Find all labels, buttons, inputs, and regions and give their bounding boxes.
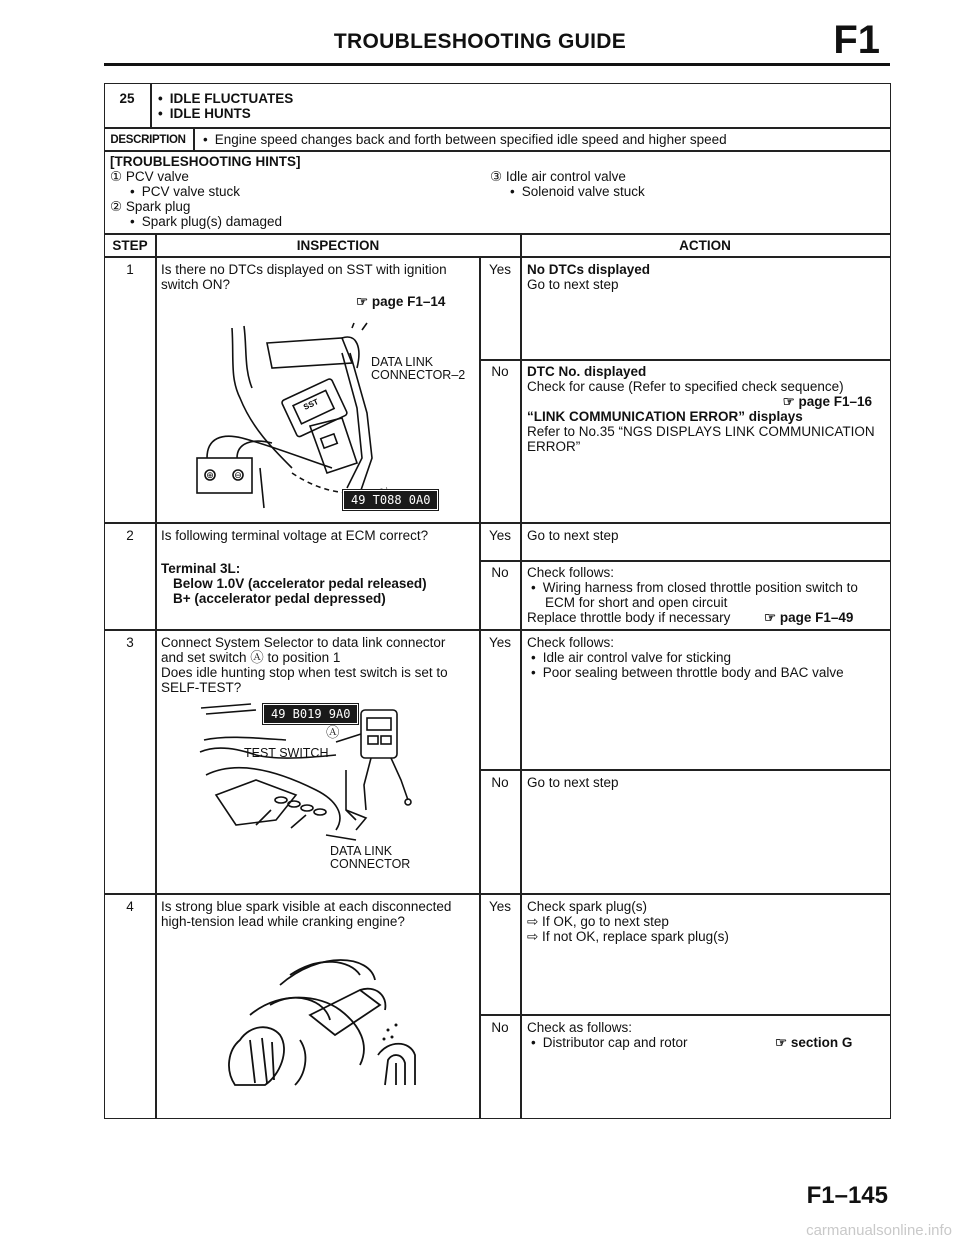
step-4-yes-action-3: ⇨ If not OK, replace spark plug(s) <box>527 929 729 944</box>
step-3-yes: Yes <box>488 635 512 650</box>
row-divider <box>105 127 890 129</box>
step-1-no-page-ref: ☞ page F1–16 <box>782 394 872 409</box>
step-4-no: No <box>491 1020 509 1035</box>
step-1-page-ref: ☞ page F1–14 <box>356 294 446 309</box>
column-inspection: INSPECTION <box>296 238 380 253</box>
step-1-yes-action-1: No DTCs displayed <box>527 262 651 277</box>
item-number: 25 <box>119 91 135 106</box>
step-2-no-action-4: Replace throttle body if necessary <box>527 610 731 625</box>
step-1-no-action-2: Check for cause (Refer to specified check sequence) <box>527 379 844 394</box>
step-2-no: No <box>491 565 509 580</box>
description-tag: DESCRIPTION <box>110 133 186 146</box>
row-divider <box>105 256 890 258</box>
hints-title: [TROUBLESHOOTING HINTS] <box>110 154 301 169</box>
step-3-question-line3: Does idle hunting stop when test switch is set to <box>161 665 448 680</box>
step-1-no-action-5: Refer to No.35 “NGS DISPLAYS LINK COMMUNICATION <box>527 424 875 439</box>
item-divider <box>150 84 152 128</box>
svg-text:⊖: ⊖ <box>234 470 242 480</box>
step-4-number: 4 <box>126 899 134 914</box>
step-2-no-action-2: • Wiring harness from closed throttle position switch to <box>531 580 858 595</box>
step-2-no-action-3: ECM for short and open circuit <box>545 595 728 610</box>
step-3-yes-action-2: • Idle air control valve for sticking <box>531 650 731 665</box>
step-3-question-line4: SELF-TEST? <box>161 680 242 695</box>
hint-3-title: ③ Idle air control valve <box>490 169 626 184</box>
header-rule <box>104 63 890 66</box>
step-1-no: No <box>491 364 509 379</box>
answer-divider <box>480 769 890 771</box>
step-2-no-page-ref: ☞ page F1–49 <box>764 610 854 625</box>
step-3-yes-action-1: Check follows: <box>527 635 615 650</box>
page-title: TROUBLESHOOTING GUIDE <box>333 30 627 53</box>
step-4-no-action-1: Check as follows: <box>527 1020 633 1035</box>
step-2-number: 2 <box>126 528 134 543</box>
step-3-label-a: Ⓐ <box>326 725 340 740</box>
hint-2-item: • Spark plug(s) damaged <box>130 214 282 229</box>
step-3-part-number: 49 B019 9A0 <box>263 704 358 724</box>
step-3-number: 3 <box>126 635 134 650</box>
step-2-question: Is following terminal voltage at ECM correct? <box>161 528 429 543</box>
step-3-label-dl-1: DATA LINK <box>330 844 393 858</box>
sst-connection-illustration <box>192 318 462 518</box>
step-2-yes: Yes <box>488 528 512 543</box>
column-divider-yesno <box>479 257 481 1118</box>
answer-divider <box>480 560 890 562</box>
answer-divider <box>480 1014 890 1016</box>
row-divider <box>105 893 890 895</box>
step-3-question-line2: and set switch Ⓐ to position 1 <box>161 650 341 665</box>
svg-text:⊕: ⊕ <box>206 470 214 480</box>
column-action: ACTION <box>679 238 731 253</box>
step-3-no-action: Go to next step <box>527 775 619 790</box>
step-4-no-section-ref: ☞ section G <box>775 1035 853 1050</box>
spark-test-illustration <box>210 945 440 1095</box>
step-4-yes-action-1: Check spark plug(s) <box>527 899 648 914</box>
step-2-yes-action: Go to next step <box>527 528 619 543</box>
step-1-no-action-1: DTC No. displayed <box>527 364 647 379</box>
watermark: carmanualsonline.info <box>806 1222 952 1239</box>
hint-3-item: • Solenoid valve stuck <box>510 184 645 199</box>
step-3-yes-action-3: • Poor sealing between throttle body and BAC valve <box>531 665 844 680</box>
step-4-yes: Yes <box>488 899 512 914</box>
column-step: STEP <box>112 238 148 253</box>
column-divider-step <box>155 234 157 1118</box>
step-1-question-line1: Is there no DTCs displayed on SST with ignition <box>161 262 447 277</box>
step-4-no-action-2: • Distributor cap and rotor <box>531 1035 688 1050</box>
symptom-2: • IDLE HUNTS <box>158 106 251 121</box>
step-1-number: 1 <box>126 262 134 277</box>
hint-1-item: • PCV valve stuck <box>130 184 240 199</box>
hint-2-title: ② Spark plug <box>110 199 191 214</box>
step-3-label-dl-2: CONNECTOR <box>330 857 411 871</box>
step-2-no-action-1: Check follows: <box>527 565 615 580</box>
hint-1-title: ① PCV valve <box>110 169 189 184</box>
step-2-voltage-1: Below 1.0V (accelerator pedal released) <box>173 576 427 591</box>
row-divider <box>105 522 890 524</box>
step-2-terminal: Terminal 3L: <box>161 561 241 576</box>
step-1-yes: Yes <box>488 262 512 277</box>
description-text: • Engine speed changes back and forth between specified idle speed and higher speed <box>203 132 727 147</box>
row-divider <box>105 150 890 152</box>
step-1-question-line2: switch ON? <box>161 277 231 292</box>
page-number: F1–145 <box>806 1182 888 1209</box>
step-1-label-line1: DATA LINK <box>371 355 434 369</box>
row-divider <box>105 233 890 235</box>
step-4-yes-action-2: ⇨ If OK, go to next step <box>527 914 669 929</box>
step-4-question-line1: Is strong blue spark visible at each disconnected <box>161 899 452 914</box>
step-1-part-number: 49 T088 0A0 <box>343 490 438 510</box>
sst-label: SST <box>302 397 320 412</box>
step-3-no: No <box>491 775 509 790</box>
answer-divider <box>480 359 890 361</box>
description-divider <box>193 128 195 150</box>
step-1-no-action-4: “LINK COMMUNICATION ERROR” displays <box>527 409 803 424</box>
step-2-voltage-2: B+ (accelerator pedal depressed) <box>173 591 386 606</box>
step-4-question-line2: high-tension lead while cranking engine? <box>161 914 405 929</box>
symptom-1: • IDLE FLUCTUATES <box>158 91 293 106</box>
step-3-label-test-switch: TEST SWITCH <box>244 746 329 760</box>
step-1-yes-action-2: Go to next step <box>527 277 619 292</box>
section-code: F1 <box>833 18 880 62</box>
step-3-question-line1: Connect System Selector to data link connector <box>161 635 446 650</box>
step-1-no-action-6: ERROR” <box>527 439 581 454</box>
row-divider <box>105 629 890 631</box>
step-1-label-line2: CONNECTOR–2 <box>371 368 466 382</box>
column-divider-action <box>520 234 522 1118</box>
